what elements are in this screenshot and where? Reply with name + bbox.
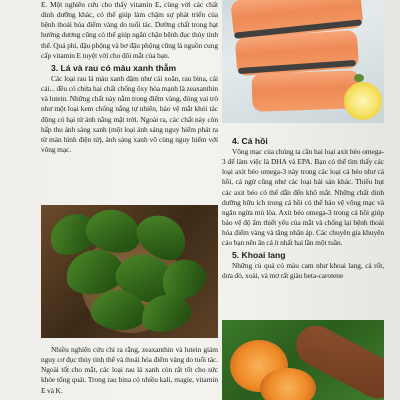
spinach-bowl-photo [41,205,218,338]
left-column-bottom [41,345,218,396]
herb-sprig [354,74,364,82]
paragraph-leafy-greens: Các loại rau lá màu xanh đậm như cải xoăn, rau bina, cải cải... đều có chứa hai chất chống ôxy hóa mạnh là zeaxanthin và lutein. Những chất này nằm trong điểm vàng, đóng vai trò như một loại kem chống nắng tự nhiên, bảo vệ mắt khỏi tác động có hại từ ánh nắng mặt trời. Ngoài ra, các chất này còn hấp thu ánh sáng xanh (một loại ánh sáng nguy hiểm phát ra từ màn hình điện tử), ánh sáng xanh vô cùng nguy hiểm với võng mạc. [41,73,218,155]
right-column-text [222,136,384,281]
paragraph-zeaxanthin: Nhiều nghiên cứu chỉ ra rằng, zeaxanthin và lutein giảm nguy cơ đục thủy tinh thể và thoái hóa điểm vàng do tuổi tác. Ngoài tốt cho mắt, các loại rau lá xanh còn rất tốt cho sức khỏe tổng quát. Trong rau bina có nhiều kali, magie, vitamin E và K. [41,345,218,395]
paragraph-vitamin-e: E. Một nghiên cứu cho thấy vitamin E, cùng với các chất dinh dưỡng khác, có thể giúp làm chậm sự phát triển của bệnh thoái hóa điểm vàng do tuổi tác. Dường chất trong hạt hướng dương cũng có thể giúp ngăn chặn bệnh đục thủy tinh thể. Quả phỉ, đậu phộng và bơ đậu phộng cũng là nguồn cung cấp vitamin E tuyệt vời cho đôi mắt của bạn. [41,0,218,60]
salmon-fillets-photo [222,0,384,123]
lemon-slice [344,82,382,120]
heading-salmon: 4. Cá hồi [232,136,268,146]
sweet-potato-half [260,368,316,400]
heading-leafy-greens: 3. Lá và rau có màu xanh thẫm [51,62,177,73]
paragraph-sweet-potato: Những củ quả có màu cam như khoai lang, cà rốt, dưa đỏ, xoài, và mơ rất giàu beta-carotene [222,260,384,280]
sweet-potato-photo [222,320,384,400]
heading-sweet-potato: 5. Khoai lang [232,249,286,260]
left-column-top [41,0,218,155]
paragraph-salmon: Võng mạc của chúng ta cần hai loại axit béo omega-3 để làm việc là DHA và EPA. Bạn có thể tìm thấy các loại axit béo omega-3 này trong các loại cá béo như cá hồi, cá ngừ cũng như các loại hải sản khác. Thiếu hụt các axit béo có thể dẫn đến khô mắt. Những chất dinh dưỡng hữu ích trong cá hồi có thể bảo vệ võng mạc và ngăn ngừa mù lòa. Axit béo omega-3 trong cá hồi giúp bảo vệ độ ẩm thiết yếu của mắt và chống lại bệnh thoái hóa điểm vàng và tăng nhãn áp. Các chuyên gia khuyên cáo bạn nên ăn cá ít nhất hai lần một tuần. [222,147,384,248]
